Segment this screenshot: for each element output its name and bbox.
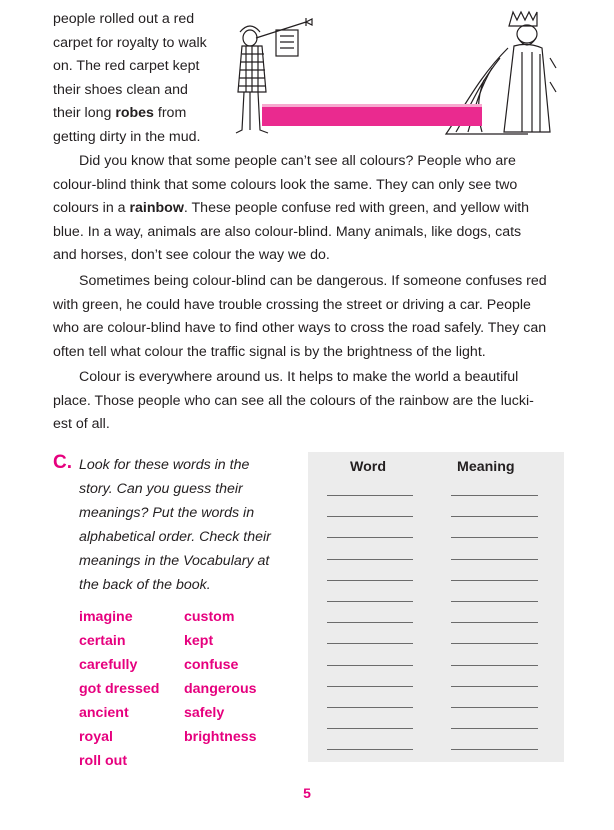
intro-line: getting dirty in the mud. <box>53 128 201 145</box>
page-number: 5 <box>303 785 311 801</box>
vocab-word: ancient <box>79 705 129 721</box>
text-line: Colour is everywhere around us. It helps to make the world a beautiful <box>79 369 519 385</box>
word-answer-blank[interactable] <box>327 580 413 581</box>
meaning-answer-blank[interactable] <box>451 580 538 581</box>
text-segment: their long <box>53 105 116 122</box>
paragraph-conclusion <box>53 366 563 437</box>
text-segment: colours in a <box>53 200 130 217</box>
meaning-answer-blank[interactable] <box>451 516 538 517</box>
text-line: with green, he could have trouble crossing the street or driving a car. People <box>53 296 531 313</box>
intro-line: their shoes clean and <box>53 81 188 98</box>
text-line: blue. In a way, animals are also colour-blind. Many animals, like dogs, cats <box>53 223 522 240</box>
word-answer-blank[interactable] <box>327 643 413 644</box>
meaning-answer-blank[interactable] <box>451 537 538 538</box>
word-answer-blank[interactable] <box>327 686 413 687</box>
section-c-label: C. <box>53 452 72 473</box>
text-line: colour-blind think that some colours look the same. They can only see two <box>53 176 518 193</box>
text-segment: from <box>153 105 187 122</box>
intro-line: carpet for royalty to walk <box>53 34 207 51</box>
meaning-answer-blank[interactable] <box>451 622 538 623</box>
meaning-answer-blank[interactable] <box>451 601 538 602</box>
vocab-word: custom <box>184 609 235 625</box>
meaning-answer-blank[interactable] <box>451 728 538 729</box>
word-list-column-2 <box>184 605 257 749</box>
instruction-line: Look for these words in the <box>79 457 250 473</box>
vocab-word: certain <box>79 633 126 649</box>
text-line: place. Those people who can see all the colours of the rainbow are the lucki- <box>53 392 534 409</box>
paragraph-dangerous <box>53 270 563 364</box>
vocab-word: kept <box>184 633 214 649</box>
word-answer-blank[interactable] <box>327 749 413 750</box>
word-answer-blank[interactable] <box>327 622 413 623</box>
paragraph-colour-blind <box>53 150 563 268</box>
text-line: Sometimes being colour-blind can be dangerous. If someone confuses red <box>79 273 547 289</box>
instruction-line: alphabetical order. Check their <box>79 529 271 545</box>
word-answer-blank[interactable] <box>327 665 413 666</box>
instruction-line: meanings? Put the words in <box>79 505 255 521</box>
intro-line: on. The red carpet kept <box>53 58 200 75</box>
meaning-answer-blank[interactable] <box>451 707 538 708</box>
intro-line: people rolled out a red <box>53 11 195 27</box>
meaning-answer-blank[interactable] <box>451 495 538 496</box>
vocab-word: dangerous <box>184 681 257 697</box>
vocab-word: carefully <box>79 657 138 673</box>
intro-line <box>53 102 233 126</box>
royal-carpet-illustration <box>228 8 558 138</box>
text-segment: . These people confuse red with green, and yellow with <box>183 200 530 217</box>
text-line: often tell what colour the traffic signal is by the brightness of the light. <box>53 343 486 360</box>
word-answer-blank[interactable] <box>327 728 413 729</box>
word-answer-blank[interactable] <box>327 516 413 517</box>
vocab-word-rainbow: rainbow <box>129 200 184 217</box>
text-line: est of all. <box>53 416 110 433</box>
vocab-word: got dressed <box>79 681 160 697</box>
vocab-word: confuse <box>184 657 239 673</box>
word-answer-blank[interactable] <box>327 601 413 602</box>
text-line <box>53 197 563 221</box>
meaning-answer-blank[interactable] <box>451 686 538 687</box>
meaning-answer-blank[interactable] <box>451 749 538 750</box>
section-c-instructions <box>79 453 304 597</box>
word-column-header: Word <box>350 459 386 475</box>
instruction-line: story. Can you guess their <box>79 481 243 497</box>
intro-text <box>53 8 233 150</box>
word-meaning-table <box>308 452 564 762</box>
word-list-column-1 <box>79 605 159 773</box>
text-line: who are colour-blind have to find other ways to cross the road safely. They can <box>53 320 547 337</box>
text-line: Did you know that some people can’t see all colours? People who are <box>79 153 516 169</box>
meaning-answer-blank[interactable] <box>451 559 538 560</box>
vocab-word: safely <box>184 705 225 721</box>
word-answer-blank[interactable] <box>327 559 413 560</box>
meaning-answer-blank[interactable] <box>451 665 538 666</box>
meaning-column-header: Meaning <box>457 459 515 475</box>
vocab-word-robes: robes <box>115 105 154 122</box>
word-answer-blank[interactable] <box>327 707 413 708</box>
instruction-line: meanings in the Vocabulary at <box>79 553 270 569</box>
vocab-word: royal <box>79 729 113 745</box>
vocab-word: imagine <box>79 609 133 625</box>
vocab-word: brightness <box>184 729 257 745</box>
vocab-word: roll out <box>79 753 128 769</box>
meaning-answer-blank[interactable] <box>451 643 538 644</box>
word-answer-blank[interactable] <box>327 537 413 538</box>
text-line: and horses, don’t see colour the way we do. <box>53 247 330 264</box>
word-answer-blank[interactable] <box>327 495 413 496</box>
instruction-line: the back of the book. <box>79 577 211 593</box>
